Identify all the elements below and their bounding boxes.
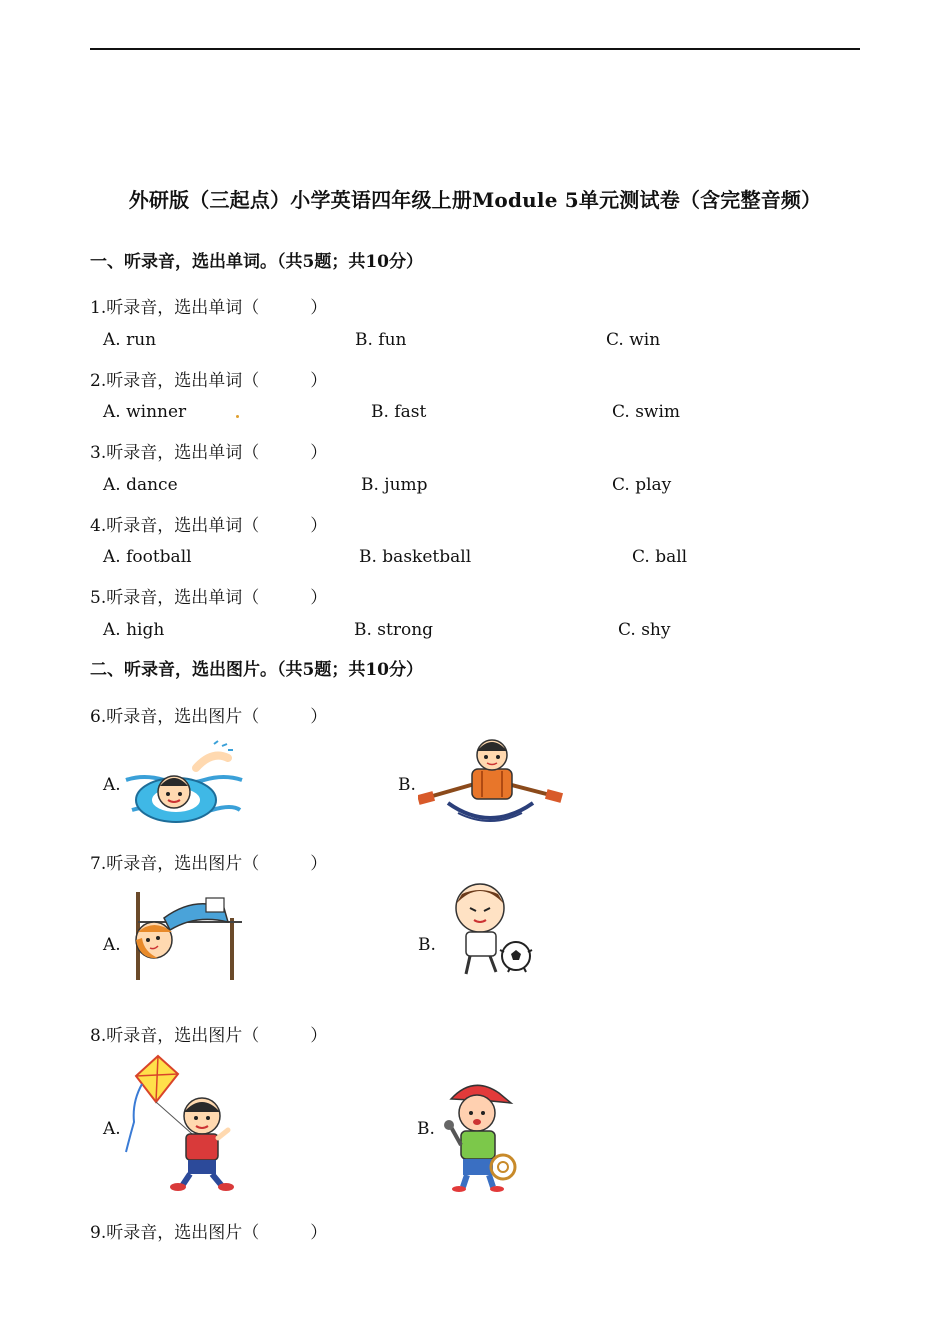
section-heading-1: 一、听录音，选出单词。（共5题；共10分） bbox=[90, 252, 423, 272]
question-3-stem: 3.听录音，选出单词（ ） bbox=[90, 443, 328, 463]
stray-mark bbox=[236, 415, 239, 418]
question-1-option-b[interactable]: B. fun bbox=[355, 330, 407, 350]
rowing-picture[interactable] bbox=[418, 733, 563, 828]
football-picture[interactable] bbox=[440, 880, 535, 982]
question-4-stem: 4.听录音，选出单词（ ） bbox=[90, 516, 328, 536]
section-heading-2: 二、听录音，选出图片。（共5题；共10分） bbox=[90, 660, 423, 680]
singing-boy-picture[interactable] bbox=[437, 1075, 521, 1193]
question-8-option-b[interactable]: B. bbox=[417, 1119, 435, 1139]
page-title: 外研版（三起点）小学英语四年级上册Module 5单元测试卷（含完整音频） bbox=[128, 188, 822, 212]
question-5-option-b[interactable]: B. strong bbox=[354, 620, 434, 640]
question-8-option-a[interactable]: A. bbox=[103, 1119, 121, 1139]
question-3-option-c[interactable]: C. play bbox=[612, 475, 672, 495]
question-4-option-c[interactable]: C. ball bbox=[632, 547, 688, 567]
question-4-option-a[interactable]: A. football bbox=[103, 547, 192, 567]
question-3-option-b[interactable]: B. jump bbox=[361, 475, 428, 495]
question-1-option-a[interactable]: A. run bbox=[103, 330, 157, 350]
question-2-option-c[interactable]: C. swim bbox=[612, 402, 681, 422]
question-4-option-b[interactable]: B. basketball bbox=[359, 547, 472, 567]
question-6-option-b[interactable]: B. bbox=[398, 775, 416, 795]
question-5-option-c[interactable]: C. shy bbox=[618, 620, 671, 640]
question-1-option-c[interactable]: C. win bbox=[606, 330, 661, 350]
question-8-stem: 8.听录音，选出图片（ ） bbox=[90, 1026, 328, 1046]
question-2-option-b[interactable]: B. fast bbox=[371, 402, 427, 422]
high-jump-picture[interactable] bbox=[124, 888, 249, 983]
question-7-stem: 7.听录音，选出图片（ ） bbox=[90, 854, 328, 874]
question-1-stem: 1.听录音，选出单词（ ） bbox=[90, 298, 328, 318]
swimming-picture[interactable] bbox=[124, 740, 244, 828]
question-7-option-a[interactable]: A. bbox=[103, 935, 121, 955]
question-5-option-a[interactable]: A. high bbox=[103, 620, 165, 640]
header-rule bbox=[90, 48, 860, 50]
question-3-option-a[interactable]: A. dance bbox=[103, 475, 178, 495]
question-7-option-b[interactable]: B. bbox=[418, 935, 436, 955]
question-2-option-a[interactable]: A. winner bbox=[103, 402, 187, 422]
question-6-stem: 6.听录音，选出图片（ ） bbox=[90, 707, 328, 727]
kite-flying-picture[interactable] bbox=[122, 1052, 244, 1192]
question-9-stem: 9.听录音，选出图片（ ） bbox=[90, 1223, 328, 1243]
question-5-stem: 5.听录音，选出单词（ ） bbox=[90, 588, 328, 608]
question-2-stem: 2.听录音，选出单词（ ） bbox=[90, 371, 328, 391]
question-6-option-a[interactable]: A. bbox=[103, 775, 121, 795]
